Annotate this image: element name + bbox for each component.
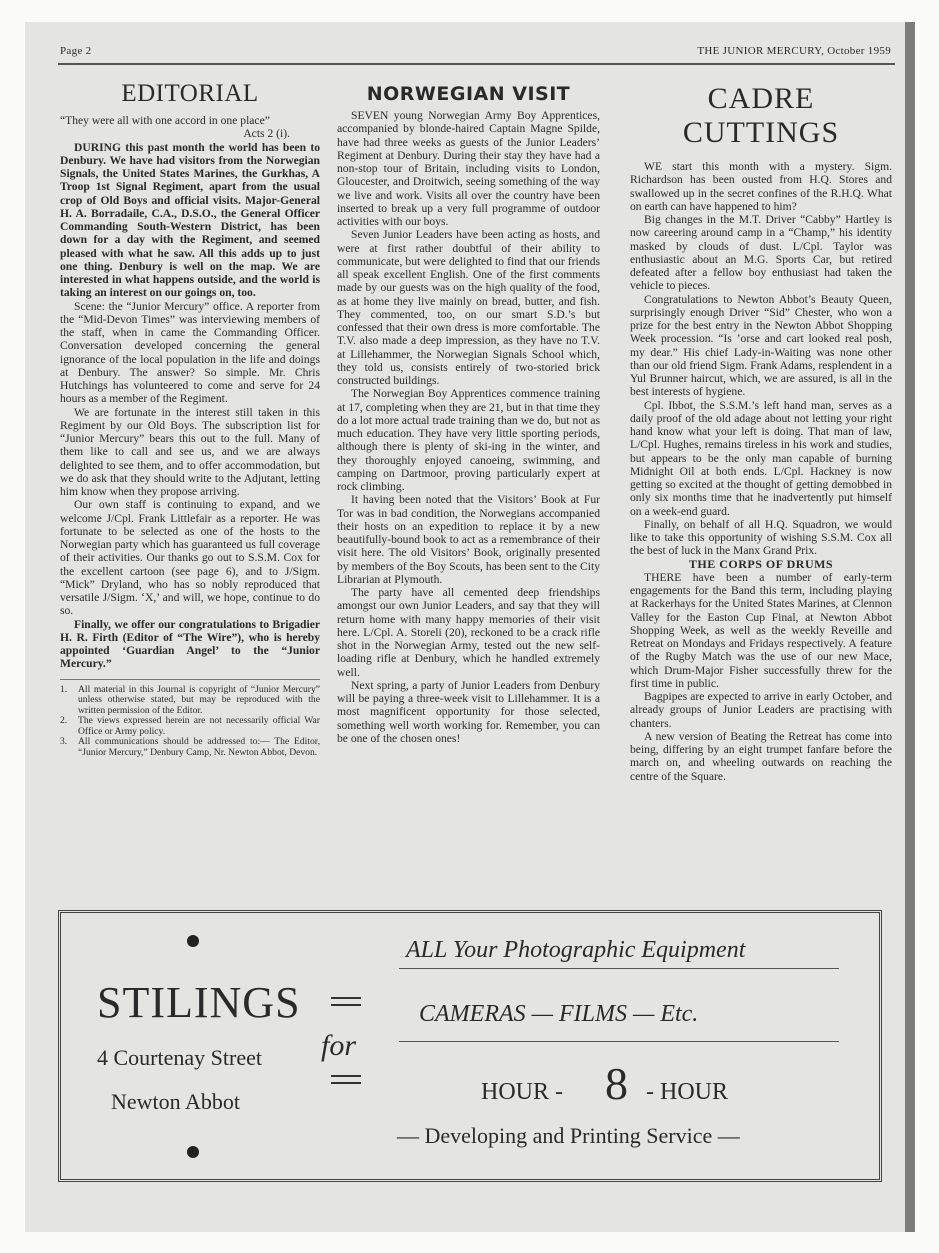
norwegian-visit-title: NORWEGIAN VISIT <box>366 83 571 105</box>
paragraph: The party have all cemented deep friendships amongst our own Junior Leaders, and say that they will return home with many happy memories of their visit here. L/Cpl. A. Storeli (20), reckoned to be a crack rifle shot in the Norwegian Army, tested out the new self-loading rifle at Denbury, which he handled extremely well. <box>337 586 600 679</box>
note-text: All communications should be addressed to:— The Editor, “Junior Mercury,” Denbury Camp, Nr. Newton Abbot, Devon. <box>78 736 320 759</box>
ad-line-service: — Developing and Printing Service — <box>397 1123 740 1148</box>
cadre-cuttings-title: CADRE CUTTINGS <box>682 82 840 149</box>
shop-name: STILINGS <box>97 978 301 1027</box>
editorial-notes <box>60 679 320 759</box>
ad-hour-number: 8 <box>605 1058 628 1109</box>
paragraph: Finally, we offer our congratulations to Brigadier H. R. Firth (Editor of “The Wire”), who is hereby appointed ‘Guardian Angel’ to the “Junior Mercury.” <box>60 617 320 671</box>
paragraph: DURING this past month the world has been to Denbury. We have had visitors from the Norwegian Signals, the United States Marines, the Gurkhas, A Troop 1st Signal Regiment, apart from the usual crop of Old Boys and official visits. Major-General H. A. Borradaile, C.A., D.S.O., the General Officer Commanding South-Western District, has been down for a day with the Regiment, and seemed pleased with what he saw. All this adds up to just one thing. Denbury is well on the map. We are interested in what happens outside, and the world is taking an interest on our goings on, too. <box>60 140 320 300</box>
paragraph: Our own staff is continuing to expand, and we welcome J/Cpl. Frank Littlefair as a reporter. He was fortunate to be selected as one of the hosts to the Norwegian party which has guaranteed us full coverage of their activities. Our thanks go out to S.S.M. Cox for the excellent cartoon (see page 6), and to J/Sigm. “Mick” Dryland, who has so nobly reproduced that versatile J/Sigm. ‘X,’ and will, we hope, continue to do so. <box>60 498 320 618</box>
editorial-quote-ref: Acts 2 (i). <box>243 127 290 141</box>
editorial-title: EDITORIAL <box>121 80 259 107</box>
corps-of-drums-title: THE CORPS OF DRUMS <box>688 556 834 571</box>
cadre-cuttings-column <box>630 82 892 783</box>
note-number: 3. <box>60 736 68 748</box>
paragraph: Scene: the “Junior Mercury” office. A reporter from the “Mid-Devon Times” was interviewing members of the staff, when in came the Commanding Officer. Conversation developed concerning the general ignorance of the local population in the life and doings at Denbury. The answer? So simple. Mr. Chris Hutchings has volunteered to come and serve for 24 hours as a member of the Regiment. <box>60 299 320 406</box>
note-item <box>60 716 320 737</box>
page-number: Page 2 <box>60 45 92 57</box>
norwegian-visit-column <box>337 83 600 745</box>
note-item <box>60 737 320 758</box>
paragraph: The Norwegian Boy Apprentices commence training at 17, completing when they are 21, but in that time they do a lot more actual trade training than we do, but not as much education. They have very little sporting periods, although there is plenty of ski-ing in the winter, and they thoroughly enjoyed canoeing, swimming, and camping on Dartmoor, proving particularly expert at rock climbing. <box>337 387 600 493</box>
ad-line-equipment: ALL Your Photographic Equipment <box>406 937 746 963</box>
paragraph: It having been noted that the Visitors’ Book at Fur Tor was in bad condition, the Norwegians accompanied their hosts on an expedition to replace it by a new beautifully-bound book to act as a remembrance of their visit here. The old Visitors’ Book, originally presented by members of the Boy Scouts, has been sent to the City Librarian at Plymouth. <box>337 493 600 586</box>
paragraph: We are fortunate in the interest still taken in this Regiment by our Old Boys. The subscription list for “Junior Mercury” bears this out to the full. Many of them like to call and see us, and we are always delighted to see them, and to offer accommodation, but we do ask that they should write to the Adjutant, letting him know when they propose arriving. <box>60 405 320 498</box>
ad-hour-right: - HOUR <box>646 1079 728 1105</box>
stilings-advert <box>58 910 882 1182</box>
masthead: THE JUNIOR MERCURY, October 1959 <box>697 45 891 57</box>
double-rule <box>331 1075 361 1084</box>
ad-rule <box>399 968 839 969</box>
paragraph: A new version of Beating the Retreat has come into being, differing by an eight trumpet fanfare before the march on, and wheeling outwards on reaching the centre of the Square. <box>630 729 892 783</box>
note-text: All material in this Journal is copyright of “Junior Mercury” unless otherwise stated, but may be reproduced with the written permission of the Editor. <box>78 683 320 716</box>
paragraph: Next spring, a party of Junior Leaders from Denbury will be paying a three-week visit to Lillehammer. It is a most magnificent opportunity for those selected, something well worth working for. Remember, you can be one of the chosen ones! <box>337 678 600 745</box>
shop-town: Newton Abbot <box>111 1089 240 1114</box>
for-label: for <box>321 1029 357 1062</box>
note-number: 1. <box>60 683 68 695</box>
header-rule <box>58 63 895 65</box>
ad-line-cameras: CAMERAS — FILMS — Etc. <box>419 1001 699 1027</box>
editorial-column <box>60 80 320 759</box>
paragraph: Big changes in the M.T. Driver “Cabby” Hartley is now careering around camp in a “Champ,” his identity masked by clouds of dust. L/Cpl. Taylor was enthusiastic about an M.G. Sports Car, but retired defeated after a fellow boy enthusiast had taken the vehicle to pieces. <box>630 213 892 293</box>
paragraph: Cpl. Ibbot, the S.S.M.’s left hand man, serves as a daily proof of the old adage about not letting your right hand know what your left is doing. That man of law, L/Cpl. Hughes, remains tireless in his work and studies, but appears to be the only man capable of burning Midnight Oil at both ends. L/Cpl. Hackney is now getting so excited at the thought of getting demobbed in only six months time that he inadvertently put himself on a week-end guard. <box>630 398 892 518</box>
double-rule <box>331 997 361 1006</box>
paragraph: Seven Junior Leaders have been acting as hosts, and were at first rather doubtful of their ability to communicate, but were delighted to find that our friends all speak excellent English. One of the first comments made by our guests was on the high quality of the food, as at home they live mainly on bread, butter, and fish. They commented, too, on our smart S.D.’s but confessed that their own dress is more comfortable. The T.V. also made a deep impression, as they have no T.V. at Lillehammer, the Norwegian Signals School which, they told us, consists entirely of two-storied brick constructed buildings. <box>337 228 600 387</box>
ad-rule <box>399 1041 839 1042</box>
paragraph: SEVEN young Norwegian Army Boy Apprentices, accompanied by blonde-haired Captain Magne Spilde, have had three weeks as guests of the Junior Leaders’ Regiment at Denbury. During their stay they have had a non-stop tour of Britain, including visits to London, Gloucester, and Droitwich, seeing something of the way we live and work. Visits all over the country have been inserted to break up a very full programme of outdoor activities with our boys. <box>337 109 600 228</box>
shop-street: 4 Courtenay Street <box>97 1045 262 1070</box>
paragraph: Finally, on behalf of all H.Q. Squadron, we would like to take this opportunity of wishing S.S.M. Cox all the best of luck in the Manx Grand Prix. <box>630 517 892 558</box>
bullet-dot <box>187 935 199 947</box>
note-item <box>60 685 320 717</box>
paragraph: Bagpipes are expected to arrive in early October, and already groups of Junior Leaders are practising with chanters. <box>630 690 892 730</box>
ad-hour-left: HOUR - <box>481 1079 563 1105</box>
editorial-quote: “They were all with one accord in one place” <box>60 114 270 127</box>
page-edge-shadow <box>905 22 915 1232</box>
note-text: The views expressed herein are not necessarily official War Office or Army policy. <box>78 715 320 737</box>
bullet-dot <box>187 1146 199 1158</box>
paragraph: Congratulations to Newton Abbot’s Beauty Queen, surprisingly enough Driver “Sid” Chester, who won a prize for the best entry in the Newton Abbot Shopping Week procession. “Is ’orse and cart looked real posh, my dear.” His chief Lady-in-Waiting was none other than our old friend Sigm. Frank Adams, resplendent in a Yul Brunner haircut, which, we are assured, is all in the best interests of hygiene. <box>630 292 892 399</box>
paragraph: WE start this month with a mystery. Sigm. Richardson has been ousted from H.Q. Stores and swallowed up in the secret confines of the R.H.Q. What on earth can have happened to him? <box>630 160 892 213</box>
note-number: 2. <box>60 715 68 727</box>
paragraph: THERE have been a number of early-term engagements for the Band this term, including playing at Rackerhays for the United States Marines, at Clennon Valley for the Easton Cup Final, at Newton Abbot Shopping Week, as well as the weekly Reveille and Retreat on Mondays and Fridays respectively. A feature of the Rugby Match was the use of our new Mace, which Drum-Major Fisher successfully threw for the first time in public. <box>630 570 892 690</box>
